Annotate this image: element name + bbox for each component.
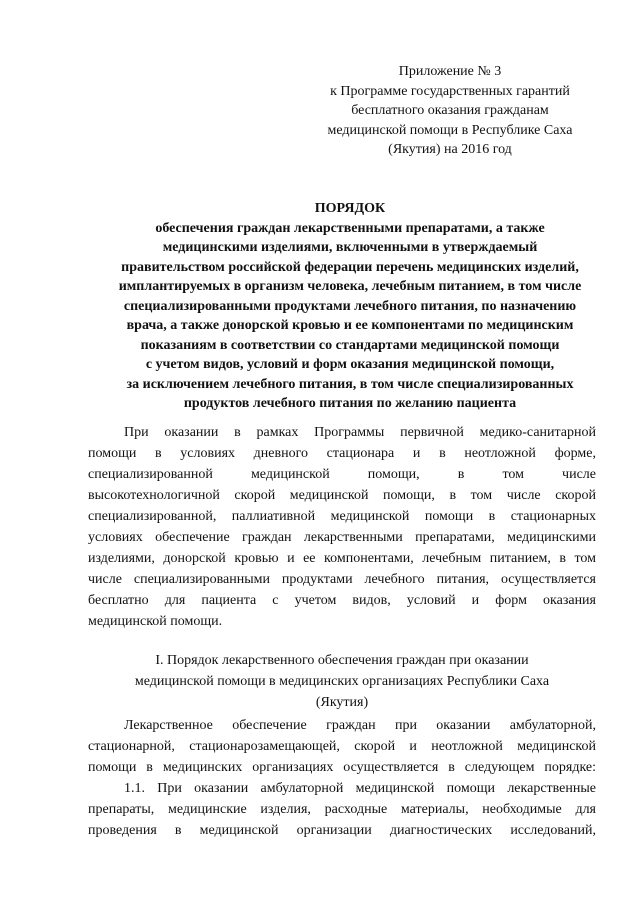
- appendix-line: (Якутия) на 2016 год: [388, 142, 512, 157]
- appendix-line: медицинской помощи в Республике Саха: [327, 122, 573, 138]
- paragraph-line: 1.1. При оказании амбулаторной медицинской помощи лекарственные: [124, 781, 596, 796]
- paragraph-line: При оказании в рамках Программы первичной медико-санитарной: [124, 425, 596, 440]
- item-1-1: [88, 778, 596, 841]
- paragraph-line: высокотехнологичной скорой медицинской помощи, в том числе скорой: [88, 488, 596, 503]
- appendix-line: к Программе государственных гарантий: [330, 83, 570, 99]
- paragraph-line: помощи в условиях дневного стационара и в неотложной форме,: [88, 446, 596, 461]
- section-heading-line: медицинской помощи в медицинских организациях Республики Саха: [134, 674, 550, 689]
- paragraph-line: проведения в медицинской организации диагностических исследований,: [88, 823, 596, 838]
- title-line: имплантируемых в организм человека, лечебным питанием, в том числе: [118, 279, 582, 294]
- paragraph-line: специализированной, паллиативной медицинской помощи в стационарных: [88, 509, 596, 524]
- paragraph-line: препараты, медицинские изделия, расходные материалы, необходимые для: [88, 802, 596, 817]
- title-line: продуктов лечебного питания по желанию пациента: [183, 396, 517, 411]
- title-line: обеспечения граждан лекарственными препаратами, а также: [155, 220, 545, 236]
- paragraph-line: бесплатно для пациента с учетом видов, условий и форм оказания: [88, 593, 596, 608]
- document-title: [60, 199, 640, 414]
- appendix-line: Приложение № 3: [398, 64, 502, 79]
- paragraph-line: изделиями, донорской кровью и ее компонентами, лечебным питанием, в том: [88, 551, 596, 566]
- title-line: за исключением лечебного питания, в том числе специализированных: [126, 376, 574, 392]
- paragraph-line: медицинской помощи.: [88, 614, 223, 629]
- paragraph-line: помощи в медицинских организациях осуществляется в следующем порядке:: [88, 760, 596, 775]
- title-line: правительством российской федерации перечень медицинских изделий,: [121, 259, 579, 275]
- title-line: специализированными продуктами лечебного питания, по назначению: [123, 298, 577, 314]
- section-heading-line: I. Порядок лекарственного обеспечения граждан при оказании: [155, 653, 529, 668]
- title-line: медицинскими изделиями, включенными в утверждаемый: [162, 240, 538, 255]
- intro-paragraph: [88, 422, 596, 632]
- title-line: показаниям в соответствии со стандартами медицинской помощи: [140, 337, 560, 353]
- appendix-header: [300, 62, 600, 160]
- paragraph-line: специализированной медицинской помощи, в том числе: [88, 467, 596, 482]
- title-heading: ПОРЯДОК: [314, 201, 386, 216]
- paragraph-line: числе специализированными продуктами лечебного питания, осуществляется: [88, 572, 596, 587]
- title-line: врача, а также донорской кровью и ее компонентами по медицинским: [126, 318, 574, 333]
- section-heading-line: (Якутия): [315, 695, 369, 710]
- paragraph-line: Лекарственное обеспечение граждан при оказании амбулаторной,: [124, 718, 596, 733]
- paragraph-line: стационарной, стационарозамещающей, скорой и неотложной медицинской: [88, 739, 596, 754]
- section-1-heading: [88, 650, 596, 713]
- appendix-line: бесплатного оказания гражданам: [351, 103, 549, 118]
- title-line: с учетом видов, условий и форм оказания медицинской помощи,: [145, 357, 555, 372]
- paragraph-line: условиях обеспечение граждан лекарственными препаратами, медицинскими: [88, 530, 596, 545]
- section-1-paragraph: [88, 715, 596, 778]
